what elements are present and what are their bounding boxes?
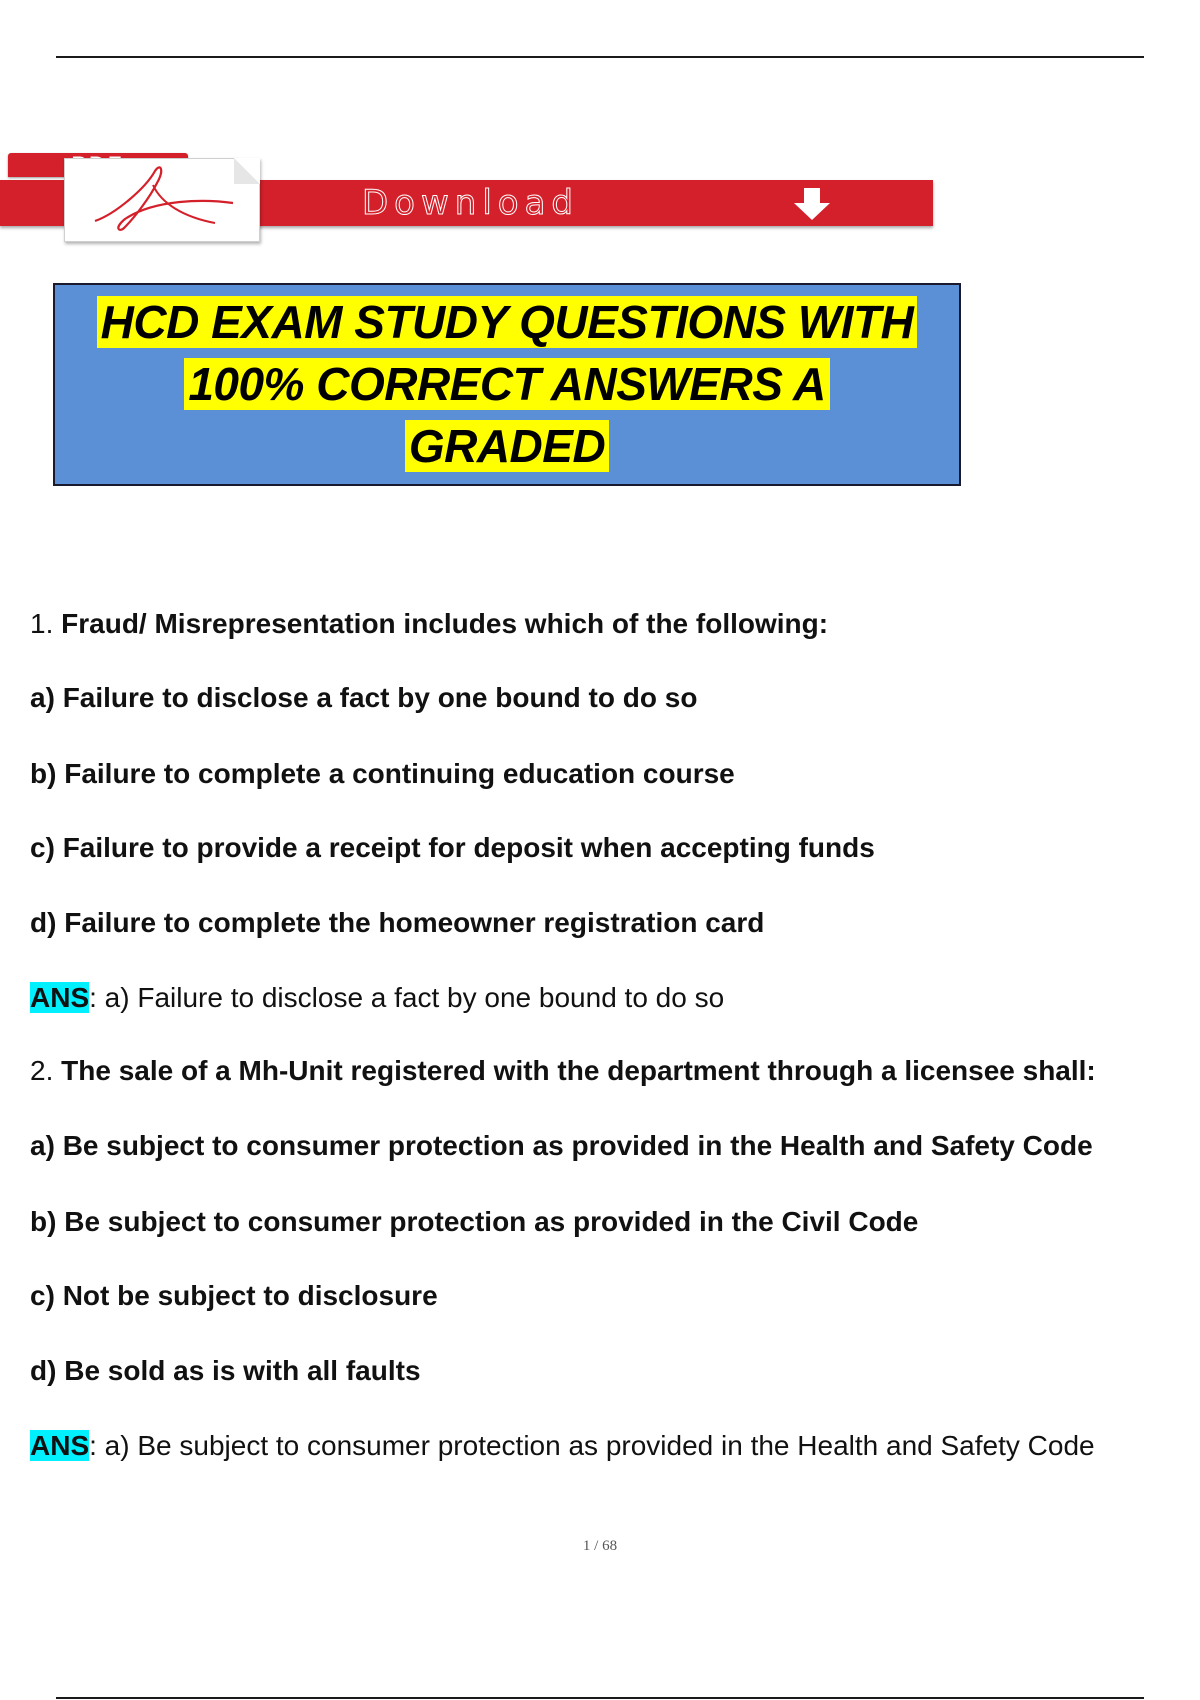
option-text: Failure to complete the homeowner registration card (64, 907, 765, 938)
bottom-rule (56, 1697, 1144, 1699)
option-text: Be subject to consumer protection as provided in the Health and Safety Code (62, 1130, 1093, 1161)
answer-tag: ANS (30, 982, 90, 1013)
question-text: Fraud/ Misrepresentation includes which of the following: (61, 608, 829, 639)
option-text: Be sold as is with all faults (64, 1355, 421, 1386)
pdf-file-icon (64, 158, 260, 242)
top-rule (56, 56, 1144, 58)
option-text: Failure to provide a receipt for deposit when accepting funds (62, 832, 875, 863)
answer-text: : a) Failure to disclose a fact by one bound to do so (89, 982, 725, 1013)
option-c (30, 832, 875, 864)
option-d (30, 907, 764, 939)
option-c (30, 1280, 438, 1312)
option-letter: a) (30, 1130, 55, 1161)
option-letter: b) (30, 758, 57, 789)
option-b (30, 758, 735, 790)
question-number: 2. (30, 1055, 54, 1086)
option-text: Failure to disclose a fact by one bound to do so (62, 682, 698, 713)
acrobat-logo-icon (65, 159, 259, 241)
title-text: 100% CORRECT ANSWERS A (184, 358, 829, 410)
option-letter: d) (30, 1355, 57, 1386)
page-number: 1 / 68 (582, 1538, 618, 1554)
title-line (55, 353, 959, 415)
option-letter: d) (30, 907, 57, 938)
question-1 (30, 608, 828, 640)
title-line (55, 415, 959, 477)
option-text: Not be subject to disclosure (62, 1280, 438, 1311)
option-letter: a) (30, 682, 55, 713)
answer-2 (30, 1430, 1095, 1462)
option-letter: c) (30, 1280, 55, 1311)
option-b (30, 1206, 918, 1238)
question-text: The sale of a Mh-Unit registered with the department through a licensee shall: (61, 1055, 1096, 1086)
question-2 (30, 1055, 1096, 1087)
title-line (55, 291, 959, 353)
answer-1 (30, 982, 724, 1014)
title-text: HCD EXAM STUDY QUESTIONS WITH (97, 296, 918, 348)
document-title-box (53, 283, 961, 486)
option-text: Failure to complete a continuing education course (64, 758, 735, 789)
option-letter: c) (30, 832, 55, 863)
pdf-download-banner[interactable] (0, 150, 940, 240)
option-letter: b) (30, 1206, 57, 1237)
answer-text: : a) Be subject to consumer protection as provided in the Health and Safety Code (89, 1430, 1095, 1461)
download-arrow-icon[interactable] (792, 186, 832, 222)
option-d (30, 1355, 421, 1387)
option-a (30, 682, 697, 714)
title-text: GRADED (405, 420, 609, 472)
question-number: 1. (30, 608, 54, 639)
download-label[interactable]: Download (362, 183, 580, 223)
option-a (30, 1130, 1093, 1162)
answer-tag: ANS (30, 1430, 90, 1461)
option-text: Be subject to consumer protection as provided in the Civil Code (64, 1206, 919, 1237)
